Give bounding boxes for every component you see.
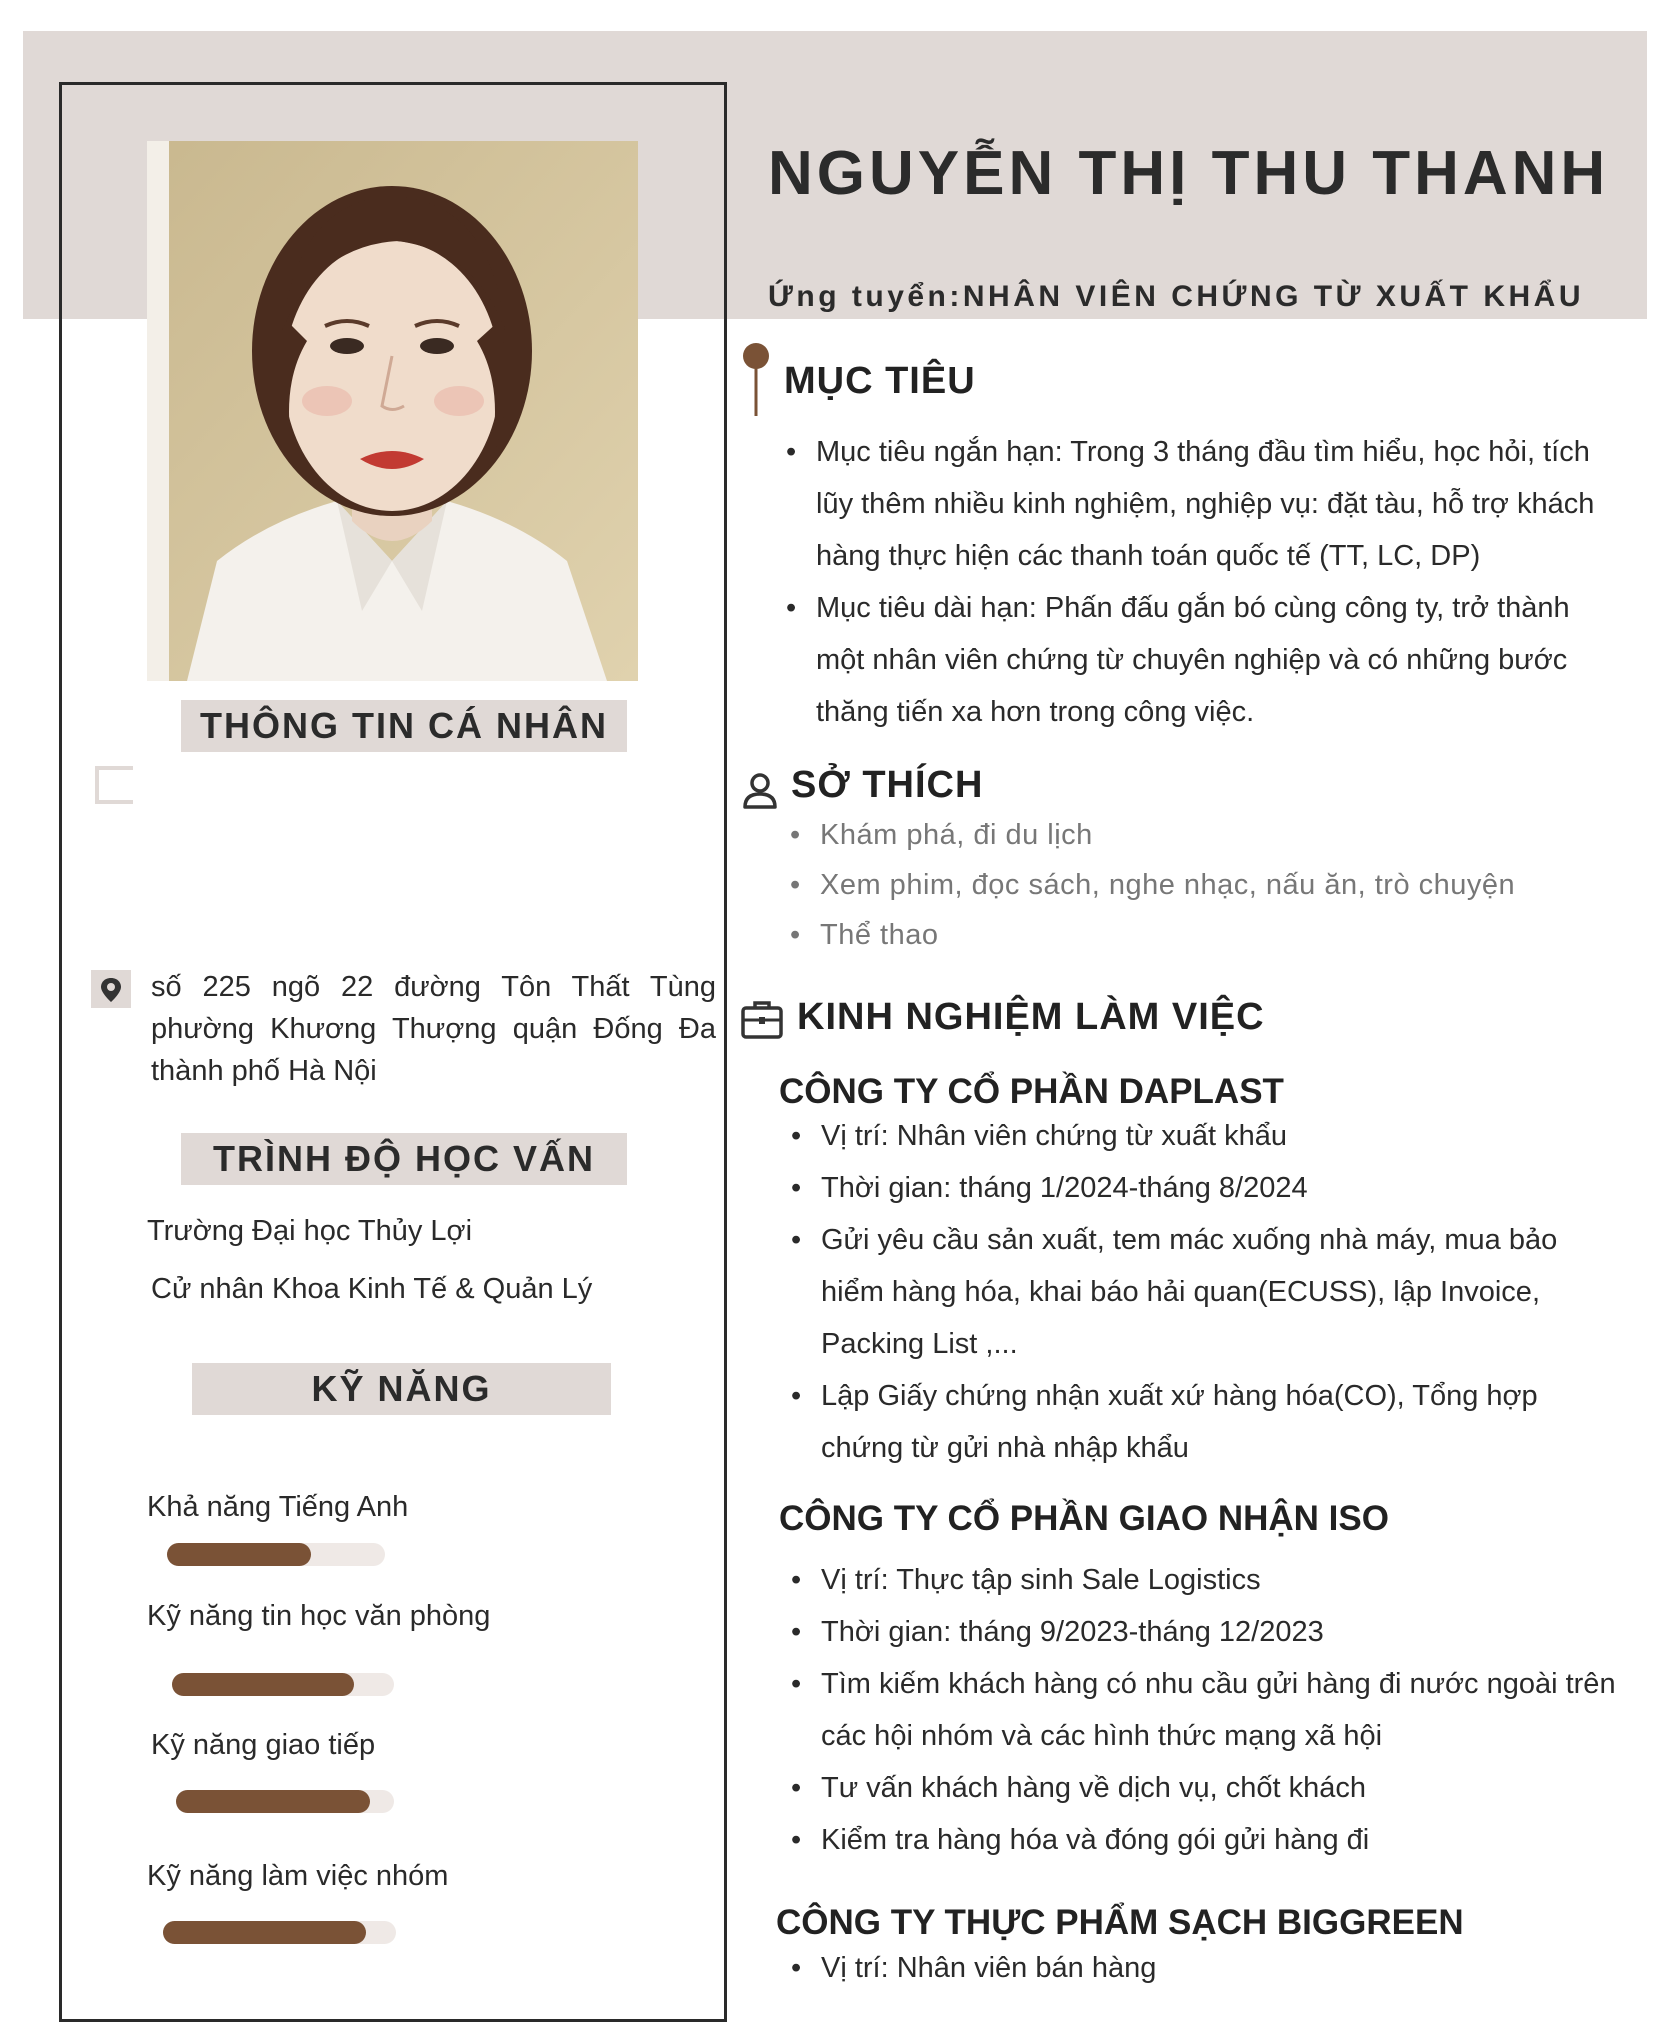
- skill-label: Kỹ năng giao tiếp: [151, 1729, 376, 1761]
- objective-list: [816, 426, 1616, 738]
- skills-heading: KỸ NĂNG: [192, 1363, 611, 1415]
- list-item: • Vị trí: Thực tập sinh Sale Logistics: [821, 1554, 1621, 1606]
- list-item: • Vị trí: Nhân viên chứng từ xuất khẩu: [821, 1110, 1621, 1162]
- application-position: Ứng tuyển:NHÂN VIÊN CHỨNG TỪ XUẤT KHẨU: [768, 280, 1584, 313]
- skill-bar-track: [167, 1543, 385, 1566]
- briefcase-icon: [740, 998, 784, 1045]
- hobbies-heading: SỞ THÍCH: [791, 764, 984, 806]
- skill-label: Khả năng Tiếng Anh: [147, 1491, 409, 1523]
- company-name: CÔNG TY THỰC PHẨM SẠCH BIGGREEN: [776, 1903, 1464, 1942]
- list-item: • Khám phá, đi du lịch: [820, 810, 1620, 860]
- company-duties-list: [821, 1110, 1621, 1474]
- skill-bar-fill: [172, 1673, 354, 1696]
- personal-info-heading: THÔNG TIN CÁ NHÂN: [181, 700, 627, 752]
- list-item: • Lập Giấy chứng nhận xuất xứ hàng hóa(CO), Tổng hợp chứng từ gửi nhà nhập khẩu: [821, 1370, 1621, 1474]
- list-item: • Thời gian: tháng 9/2023-tháng 12/2023: [821, 1606, 1621, 1658]
- list-item: • Mục tiêu dài hạn: Phấn đấu gắn bó cùng công ty, trở thành một nhân viên chứng từ chuyên nghiệp và có những bước thăng tiến xa hơn trong công việc.: [816, 582, 1616, 738]
- skill-bar-fill: [163, 1921, 366, 1944]
- list-item: • Xem phim, đọc sách, nghe nhạc, nấu ăn, trò chuyện: [820, 860, 1620, 910]
- skill-bar-track: [172, 1673, 394, 1696]
- education-heading: TRÌNH ĐỘ HỌC VẤN: [181, 1133, 627, 1185]
- list-item: • Tìm kiếm khách hàng có nhu cầu gửi hàng đi nước ngoài trên các hội nhóm và các hình thức mạng xã hội: [821, 1658, 1621, 1762]
- profile-photo: [147, 141, 638, 681]
- skill-bar-track: [163, 1921, 396, 1944]
- person-icon: [740, 770, 780, 815]
- hobbies-list: [820, 810, 1620, 960]
- company-name: CÔNG TY CỔ PHẦN DAPLAST: [779, 1072, 1284, 1111]
- skill-bar-fill: [167, 1543, 311, 1566]
- skill-label: Kỹ năng tin học văn phòng: [147, 1600, 491, 1632]
- skill-label: Kỹ năng làm việc nhóm: [147, 1860, 449, 1892]
- list-item: • Kiểm tra hàng hóa và đóng gói gửi hàng đi: [821, 1814, 1621, 1866]
- company-duties-list: [821, 1942, 1621, 1994]
- pin-marker-icon: [742, 342, 770, 421]
- experience-heading: KINH NGHIỆM LÀM VIỆC: [797, 996, 1265, 1038]
- address-text: số 225 ngõ 22 đường Tôn Thất Tùng phường Khương Thượng quận Đống Đa thành phố Hà Nội: [151, 971, 716, 1087]
- contact-placeholder-box: [95, 766, 133, 804]
- objective-heading: MỤC TIÊU: [784, 360, 976, 402]
- skill-bar-fill: [176, 1790, 370, 1813]
- location-pin-icon: [91, 970, 131, 1008]
- education-school: Trường Đại học Thủy Lợi: [147, 1215, 473, 1247]
- company-name: CÔNG TY CỔ PHẦN GIAO NHẬN ISO: [779, 1499, 1389, 1538]
- list-item: • Mục tiêu ngắn hạn: Trong 3 tháng đầu tìm hiểu, học hỏi, tích lũy thêm nhiều kinh nghiệm, nghiệp vụ: đặt tàu, hỗ trợ khách hàng thực hiện các thanh toán quốc tế (TT, LC, DP): [816, 426, 1616, 582]
- candidate-name: NGUYỄN THỊ THU THANH: [768, 139, 1610, 208]
- company-duties-list: [821, 1554, 1621, 1866]
- list-item: • Thời gian: tháng 1/2024-tháng 8/2024: [821, 1162, 1621, 1214]
- list-item: • Gửi yêu cầu sản xuất, tem mác xuống nhà máy, mua bảo hiểm hàng hóa, khai báo hải quan(ECUSS), lập Invoice, Packing List ,...: [821, 1214, 1621, 1370]
- skill-bar-track: [176, 1790, 394, 1813]
- education-degree: Cử nhân Khoa Kinh Tế & Quản Lý: [151, 1273, 593, 1305]
- list-item: • Thể thao: [820, 910, 1620, 960]
- list-item: • Vị trí: Nhân viên bán hàng: [821, 1942, 1621, 1994]
- list-item: • Tư vấn khách hàng về dịch vụ, chốt khách: [821, 1762, 1621, 1814]
